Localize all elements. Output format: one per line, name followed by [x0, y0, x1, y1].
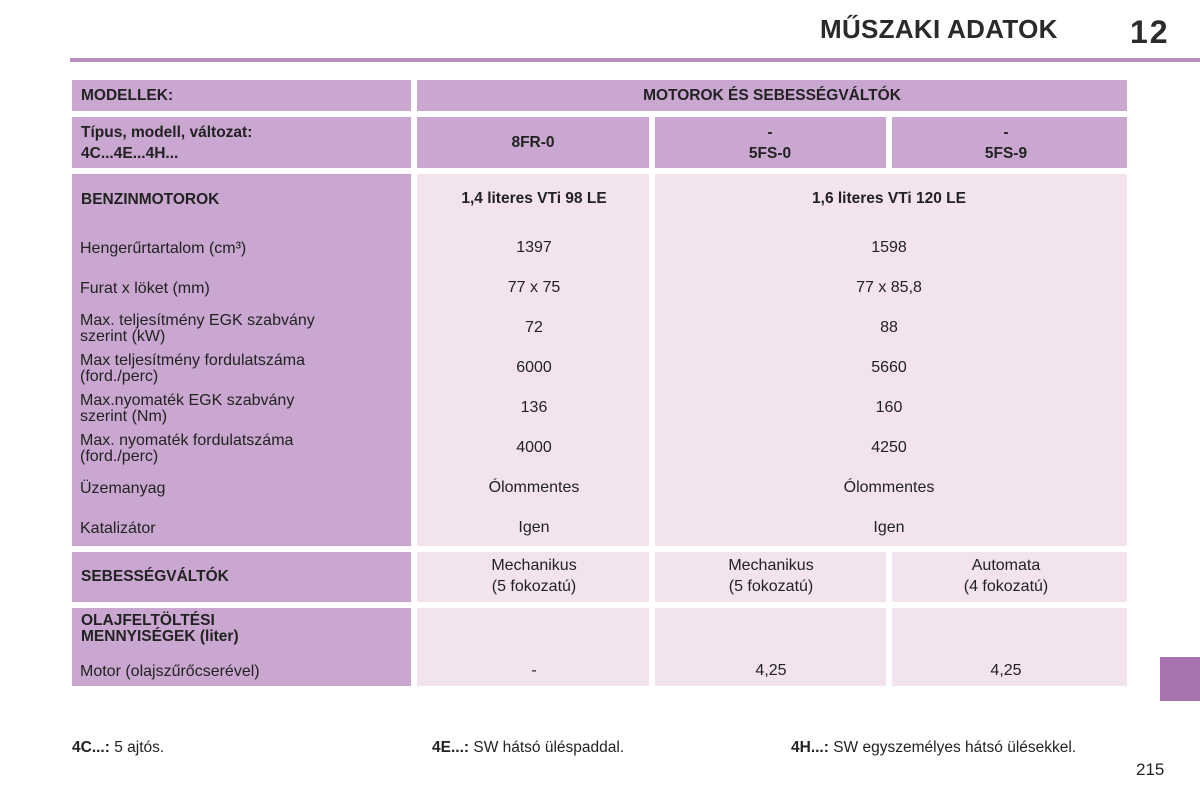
type-label-line2: 4C...4E...4H... — [81, 145, 179, 162]
spec-value-engine2: 160 — [875, 399, 903, 416]
gearbox-label: SEBESSÉGVÁLTÓK — [81, 568, 229, 585]
oil-value-col3: 4,25 — [990, 662, 1022, 679]
spec-value-engine2: 4250 — [871, 439, 907, 456]
type-col3-line1: - — [1003, 124, 1009, 141]
footnote-4e — [432, 739, 624, 757]
footnote-text: SW egyszemélyes hátsó ülésekkel. — [833, 739, 1077, 756]
oil-value-col1: - — [531, 662, 537, 679]
spec-value-engine2: 1598 — [871, 239, 907, 256]
spec-value-engine2: Ólommentes — [843, 479, 935, 496]
spec-label-power-line1: Max. teljesítmény EGK szabvány — [80, 312, 315, 329]
spec-value-engine1: 1397 — [516, 239, 552, 256]
spec-label-bore-stroke: Furat x löket (mm) — [80, 280, 210, 297]
footnote-4c — [72, 739, 164, 757]
footnote-4h — [791, 739, 1076, 757]
spec-value-engine2: 77 x 85,8 — [856, 279, 922, 296]
oil-engine-label: Motor (olajszűrőcserével) — [80, 663, 260, 680]
gearbox-col1-line1: Mechanikus — [491, 557, 577, 574]
spec-label-torque-rpm-line1: Max. nyomaték fordulatszáma — [80, 432, 294, 449]
footnote-text: SW hátsó üléspaddal. — [473, 739, 625, 756]
type-col1-cell — [417, 117, 649, 168]
models-label-cell — [72, 80, 411, 111]
spec-value-engine1: Ólommentes — [488, 479, 580, 496]
spec-value-engine2: 5660 — [871, 359, 907, 376]
spec-label-power-line2: szerint (kW) — [80, 328, 166, 345]
spec-value-engine2: 88 — [880, 319, 898, 336]
type-col2-line1: - — [767, 124, 773, 141]
spec-value-engine1: 6000 — [516, 359, 552, 376]
page-number: 215 — [1136, 760, 1165, 779]
engine2-name: 1,6 literes VTi 120 LE — [812, 190, 966, 207]
spec-label-displacement: Hengerűrtartalom (cm³) — [80, 240, 247, 257]
oil-label-line2: MENNYISÉGEK (liter) — [81, 628, 239, 645]
spec-value-engine1: 77 x 75 — [507, 279, 561, 296]
spec-label-power-rpm-line1: Max teljesítmény fordulatszáma — [80, 352, 305, 369]
spec-value-engine1: 136 — [520, 399, 548, 416]
page-title: MŰSZAKI ADATOK — [820, 14, 1058, 44]
chapter-number: 12 — [1130, 14, 1170, 50]
models-label: MODELLEK: — [81, 87, 174, 104]
spec-value-engine1: 72 — [525, 319, 543, 336]
oil-value-col2: 4,25 — [755, 662, 787, 679]
spec-label-power-rpm-line2: (ford./perc) — [80, 368, 159, 385]
spec-value-engine2: Igen — [873, 519, 905, 536]
spec-label-torque-line2: szerint (Nm) — [80, 408, 168, 425]
gearbox-col2-line2: (5 fokozatú) — [728, 578, 814, 595]
spec-value-engine1: Igen — [518, 519, 550, 536]
spec-value-engine1: 4000 — [516, 439, 552, 456]
spec-label-torque-line1: Max.nyomaték EGK szabvány — [80, 392, 295, 409]
footnote-code: 4E...: — [432, 739, 470, 756]
footnote-code: 4C...: — [72, 739, 110, 756]
footnote-code: 4H...: — [791, 739, 829, 756]
gearbox-col1-line2: (5 fokozatú) — [491, 578, 577, 595]
petrol-engines-label: BENZINMOTOROK — [81, 191, 220, 208]
header-divider — [70, 58, 1200, 62]
engines-gearboxes-header — [417, 80, 1127, 111]
engine1-name: 1,4 literes VTi 98 LE — [461, 190, 607, 207]
type-col3-line2: 5FS-9 — [984, 145, 1028, 162]
type-label-line1: Típus, modell, változat: — [81, 124, 253, 141]
chapter-tab-marker — [1160, 657, 1200, 701]
spec-label-torque-rpm-line2: (ford./perc) — [80, 448, 159, 465]
type-col2-line2: 5FS-0 — [748, 145, 792, 162]
oil-label-line1: OLAJFELTÖLTÉSI — [81, 612, 215, 629]
type-col1: 8FR-0 — [511, 134, 555, 151]
spec-label-catalyst: Katalizátor — [80, 520, 156, 537]
gearbox-col3-line2: (4 fokozatú) — [963, 578, 1049, 595]
gearbox-col3-line1: Automata — [971, 557, 1041, 574]
spec-label-fuel: Üzemanyag — [80, 480, 166, 497]
gearbox-col2-line1: Mechanikus — [728, 557, 814, 574]
engines-gearboxes-title: MOTOROK ÉS SEBESSÉGVÁLTÓK — [643, 87, 901, 104]
footnote-text: 5 ajtós. — [114, 739, 165, 756]
